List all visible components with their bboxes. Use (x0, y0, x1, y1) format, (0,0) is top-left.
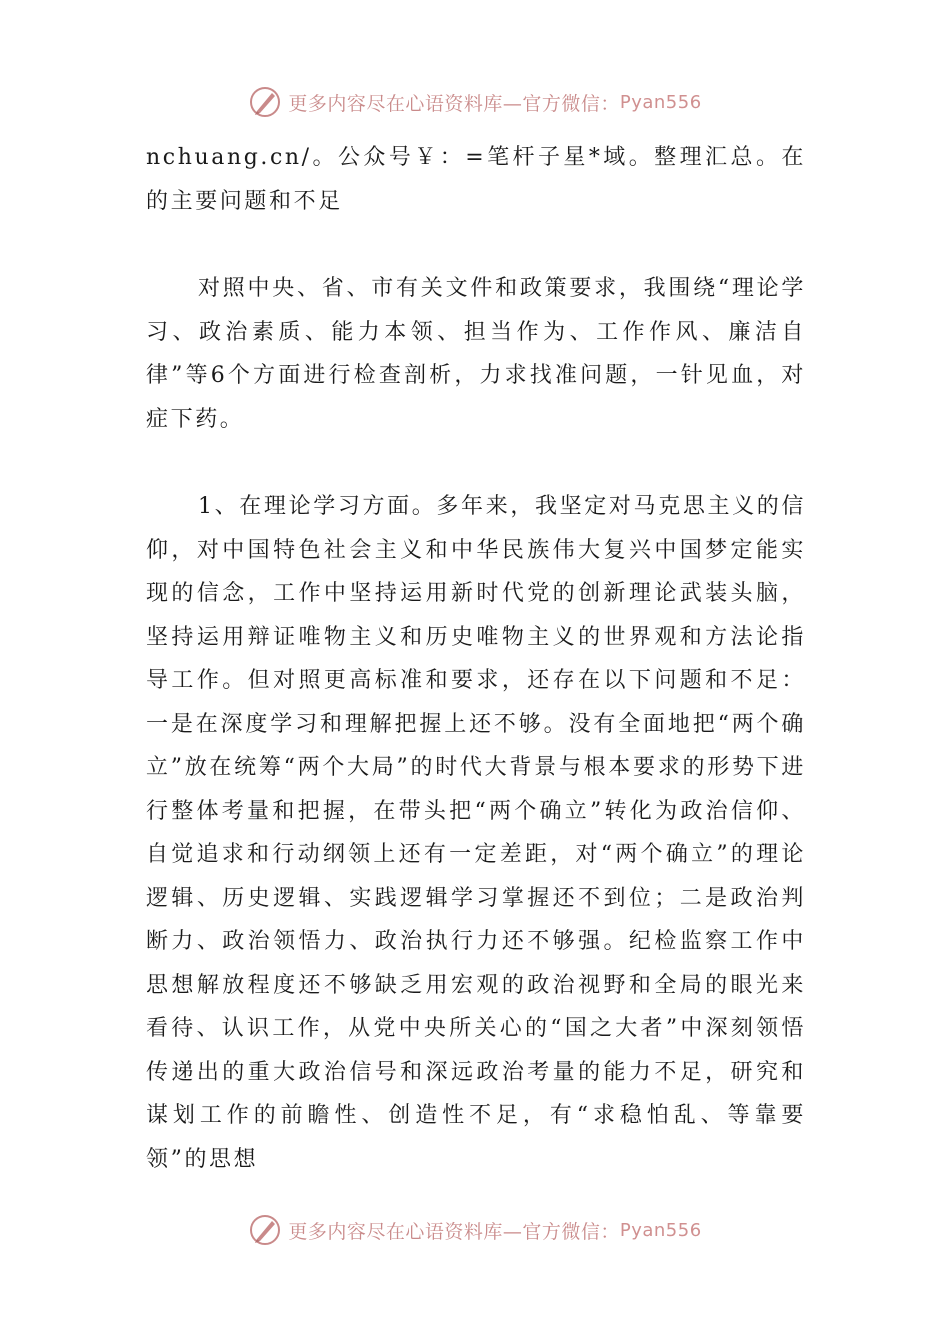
watermark-text: 更多内容尽在心语资料库—官方微信： (288, 1220, 620, 1243)
quill-pen-icon (248, 1213, 282, 1247)
paragraph-overview: 对照中央、省、市有关文件和政策要求，我围绕“理论学习、政治素质、能力本领、担当作为、工作作风、廉洁自律”等6个方面进行检查剖析，力求找准问题，一针见血，对症下药。 (146, 276, 806, 432)
watermark-header (0, 84, 950, 120)
watermark-handle: Pyan556 (619, 1219, 702, 1241)
quill-pen-icon (248, 85, 282, 119)
paragraph-spacer (146, 223, 806, 267)
paragraph-intro: nchuang.cn/。公众号￥：=笔杆子星*域。整理汇总。在的主要问题和不足 (146, 145, 806, 214)
watermark-handle: Pyan556 (619, 91, 702, 113)
paragraph-theory-study: 1、在理论学习方面。多年来，我坚定对马克思主义的信仰，对中国特色社会主义和中华民族伟大复兴中国梦定能实现的信念，工作中坚持运用新时代党的创新理论武装头脑，坚持运用辩证唯物主义和历史唯物主义的世界观和方法论指导工作。但对照更高标准和要求，还存在以下问题和不足：一是在深度学习和理解把握上还不够。没有全面地把“两个确立”放在统筹“两个大局”的时代大背景与根本要求的形势下进行整体考量和把握，在带头把“两个确立”转化为政治信仰、自觉追求和行动纲领上还有一定差距，对“两个确立”的理论逻辑、历史逻辑、实践逻辑学习掌握还不到位；二是政治判断力、政治领悟力、政治执行力还不够强。纪检监察工作中思想解放程度还不够缺乏用宏观的政治视野和全局的眼光来看待、认识工作，从党中央所关心的“国之大者”中深刻领悟传递出的重大政治信号和深远政治考量的能力不足，研究和谋划工作的前瞻性、创造性不足，有“求稳怕乱、等靠要领”的思想 (146, 494, 806, 1172)
watermark-footer (0, 1212, 950, 1248)
paragraph-spacer (146, 441, 806, 485)
document-body (146, 136, 806, 1181)
watermark-text: 更多内容尽在心语资料库—官方微信： (288, 92, 620, 115)
